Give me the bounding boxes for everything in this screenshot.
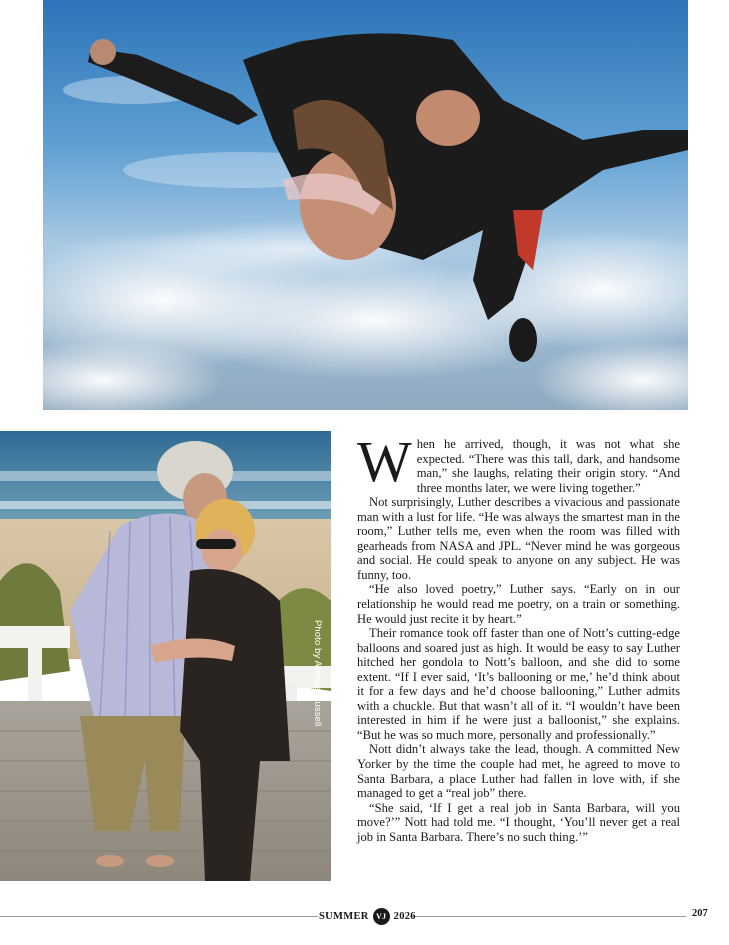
article-body [357, 429, 680, 844]
article-paragraph: “He also loved poetry,” Luther says. “Early on in our relationship he would read me poetry, on a train or something. He would just recite it by heart.” [357, 582, 680, 626]
footer-rule [410, 916, 686, 917]
skydiving-photo [43, 0, 688, 410]
magazine-logo-icon: VJ [373, 908, 390, 925]
article-paragraph: “She said, ‘If I get a real job in Santa Barbara, will you move?’” Nott had told me. “I thought, ‘You’ll never get a real job in Santa Barbara. There’s no such thing.’” [357, 800, 680, 844]
article-paragraph: Nott didn’t always take the lead, though. A committed New Yorker by the time the couple had met, he agreed to move to Santa Barbara, a place Luther had fallen in love with, if she managed to get a “real job” there. [357, 742, 680, 801]
article-paragraph: Not surprisingly, Luther describes a vivacious and passionate man with a lust for life. “He was always the smartest man in the room,” Luther tells me, even when the room was filled with gearheads from NASA and JPL. “Never mind he was gorgeous and social. He could speak to anyone on any subject. He was funny, too. [357, 495, 680, 582]
article-paragraph: When he arrived, though, it was not what she expected. “There was this tall, dark, and handsome man,” she laughs, relating their origin story. “And three months later, we were living together.” [357, 429, 680, 495]
folio-year: 2026 [393, 910, 416, 922]
couple-beach-photo [0, 431, 331, 881]
page-number: 207 [692, 908, 708, 919]
photo-credit: Photo by Andrea Russell [312, 620, 323, 727]
article-paragraph: Their romance took off faster than one of Nott’s cutting-edge balloons and soared just as high. It would be easy to say Luther hitched her gondola to Nott’s balloon, and she did to some extent. “If I ever said, ‘It’s ballooning or me,’ he’d think about it for a few days and he’d choose ballooning,” Luther admits with a chuckle. But that wasn’t all of it. “I wouldn’t have been interested in him if he were just a balloonist,” she explains. “But he was so much more, personally and professionally.” [357, 626, 680, 742]
folio-season: SUMMER [319, 910, 369, 922]
drop-cap: W [357, 429, 412, 494]
folio [319, 908, 416, 924]
footer-rule [0, 916, 318, 917]
